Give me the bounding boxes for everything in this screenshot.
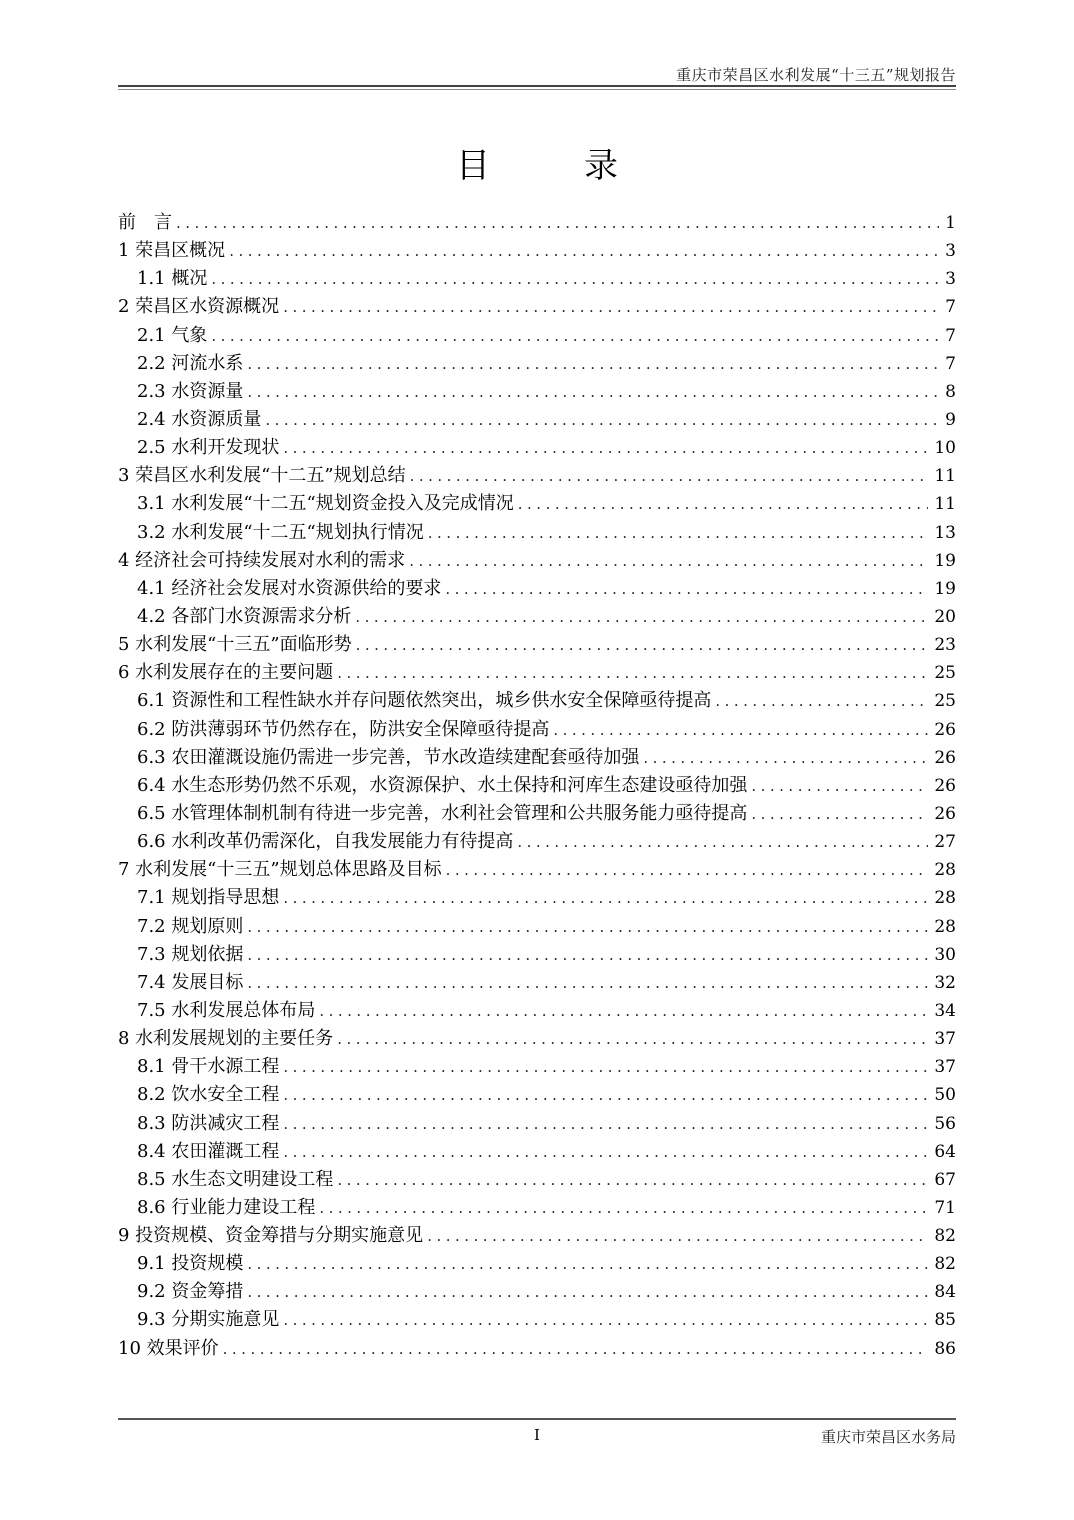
toc-leader-dots [176, 209, 939, 237]
toc-entry[interactable] [118, 856, 956, 884]
toc-entry-label: 8.4 农田灌溉工程 [137, 1140, 280, 1162]
toc-entry-page: 82 [934, 1254, 956, 1275]
toc-leader-dots [428, 519, 929, 547]
toc-entry-page: 19 [934, 578, 956, 599]
toc-entry-page: 56 [934, 1113, 956, 1134]
toc-entry-page: 11 [934, 466, 956, 487]
toc-entry[interactable] [118, 237, 956, 265]
toc-entry-page: 26 [934, 775, 956, 796]
toc-entry-page: 28 [934, 888, 956, 909]
toc-entry[interactable] [118, 1166, 956, 1194]
toc-entry[interactable] [118, 800, 956, 828]
toc-leader-dots [283, 1110, 928, 1138]
toc-leader-dots [223, 1335, 929, 1363]
toc-entry-label: 9.3 分期实施意见 [137, 1309, 280, 1331]
toc-entry-label: 2.2 河流水系 [137, 352, 244, 374]
toc-entry[interactable] [118, 913, 956, 941]
toc-entry[interactable] [118, 406, 956, 434]
footer-rule [118, 1418, 956, 1420]
toc-entry-label: 8.6 行业能力建设工程 [137, 1196, 316, 1218]
toc-entry[interactable] [118, 772, 956, 800]
toc-entry-page: 7 [945, 325, 956, 346]
toc-leader-dots [283, 1053, 928, 1081]
toc-title: 目 录 [456, 146, 648, 186]
toc-entry-label: 8.5 水生态文明建设工程 [137, 1168, 334, 1190]
toc-leader-dots [283, 1138, 928, 1166]
toc-entry-label: 9 投资规模、资金筹措与分期实施意见 [118, 1225, 424, 1247]
toc-entry-page: 85 [934, 1310, 956, 1331]
toc-entry[interactable] [118, 969, 956, 997]
toc-entry-page: 13 [934, 522, 956, 543]
toc-entry-page: 26 [934, 803, 956, 824]
header-title: 重庆市荣昌区水利发展“十三五”规划报告 [676, 66, 956, 84]
toc-entry-page: 20 [934, 606, 956, 627]
toc-leader-dots [211, 322, 939, 350]
toc-entry[interactable] [118, 1335, 956, 1363]
toc-entry[interactable] [118, 884, 956, 912]
toc-leader-dots [283, 1081, 928, 1109]
toc-entry-label: 7.2 规划原则 [137, 915, 244, 937]
toc-entry[interactable] [118, 1278, 956, 1306]
toc-entry-label: 7 水利发展“十三五”规划总体思路及目标 [118, 859, 442, 881]
toc-leader-dots [211, 265, 939, 293]
toc-entry[interactable] [118, 434, 956, 462]
toc-entry-label: 1.1 概况 [137, 268, 208, 290]
toc-entry-label: 8.3 防洪减灾工程 [137, 1112, 280, 1134]
toc-entry-label: 2.5 水利开发现状 [137, 437, 280, 459]
toc-entry-page: 86 [934, 1338, 956, 1359]
toc-entry[interactable] [118, 378, 956, 406]
toc-entry[interactable] [118, 659, 956, 687]
toc-leader-dots [247, 350, 939, 378]
toc-entry-page: 37 [934, 1057, 956, 1078]
toc-entry[interactable] [118, 322, 956, 350]
toc-entry-label: 3.2 水利发展“十二五“规划执行情况 [137, 521, 424, 543]
toc-leader-dots [446, 856, 929, 884]
toc-entry[interactable] [118, 687, 956, 715]
toc-leader-dots [283, 434, 928, 462]
toc-entry-page: 82 [934, 1226, 956, 1247]
toc-entry-page: 23 [934, 635, 956, 656]
toc-entry[interactable] [118, 1194, 956, 1222]
header-rule-secondary [118, 89, 956, 90]
toc-entry-label: 3.1 水利发展“十二五“规划资金投入及完成情况 [137, 493, 514, 515]
toc-leader-dots [410, 462, 929, 490]
toc-entry-label: 8.2 饮水安全工程 [137, 1084, 280, 1106]
toc-entry[interactable] [118, 828, 956, 856]
toc-leader-dots [751, 800, 928, 828]
toc-entry-page: 50 [934, 1085, 956, 1106]
toc-leader-dots [355, 603, 928, 631]
toc-entry-label: 7.4 发展目标 [137, 971, 244, 993]
toc-entry-label: 2.3 水资源量 [137, 380, 244, 402]
footer-organization: 重庆市荣昌区水务局 [820, 1428, 956, 1446]
toc-entry-label: 1 荣昌区概况 [118, 240, 226, 262]
toc-entry[interactable] [118, 1250, 956, 1278]
toc-entry-label: 6.4 水生态形势仍然不乐观，水资源保护、水土保持和河库生态建设亟待加强 [137, 774, 748, 796]
toc-leader-dots [643, 744, 928, 772]
toc-entry-label: 4.2 各部门水资源需求分析 [137, 605, 352, 627]
toc-entry-label: 2.1 气象 [137, 324, 208, 346]
toc-leader-dots [247, 1278, 928, 1306]
toc-entry[interactable] [118, 462, 956, 490]
toc-leader-dots [283, 1306, 928, 1334]
toc-entry-page: 1 [945, 213, 956, 233]
toc-entry[interactable] [118, 631, 956, 659]
toc-entry-page: 26 [934, 747, 956, 768]
toc-entry[interactable] [118, 547, 956, 575]
toc-entry-page: 19 [934, 550, 956, 571]
toc-entry-page: 10 [934, 438, 956, 459]
header-rule [118, 85, 956, 87]
toc-entry[interactable] [118, 1081, 956, 1109]
toc-entry-label: 9.2 资金筹措 [137, 1281, 244, 1303]
toc-leader-dots [337, 1025, 928, 1053]
toc-entry-label: 6.1 资源性和工程性缺水并存问题依然突出，城乡供水安全保障亟待提高 [137, 690, 712, 712]
toc-entry-label: 6.5 水管理体制机制有待进一步完善，水利社会管理和公共服务能力亟待提高 [137, 802, 748, 824]
toc-leader-dots [518, 490, 929, 518]
toc-leader-dots [283, 293, 939, 321]
toc-entry[interactable] [118, 575, 956, 603]
toc-entry-page: 27 [934, 832, 956, 853]
footer-page-number: I [534, 1426, 540, 1444]
toc-entry-label: 7.3 规划依据 [137, 943, 244, 965]
toc-entry-page: 67 [934, 1169, 956, 1190]
toc-leader-dots [283, 884, 928, 912]
toc-entry[interactable] [118, 716, 956, 744]
toc-entry-label: 6.3 农田灌溉设施仍需进一步完善，节水改造续建配套亟待加强 [137, 746, 640, 768]
toc-leader-dots [265, 406, 939, 434]
toc-leader-dots [445, 575, 928, 603]
toc-leader-dots [427, 1222, 928, 1250]
toc-entry-label: 6.2 防洪薄弱环节仍然存在，防洪安全保障亟待提高 [137, 718, 550, 740]
toc-entry-label: 2.4 水资源质量 [137, 408, 262, 430]
toc-entry-page: 64 [934, 1141, 956, 1162]
toc-entry-page: 34 [934, 1000, 956, 1021]
toc-leader-dots [517, 828, 928, 856]
toc-entry-label: 3 荣昌区水利发展“十二五”规划总结 [118, 465, 406, 487]
toc-entry[interactable] [118, 1138, 956, 1166]
toc-entry[interactable] [118, 1306, 956, 1334]
toc-leader-dots [247, 378, 939, 406]
toc-entry-page: 11 [934, 494, 956, 515]
toc-entry-page: 28 [934, 916, 956, 937]
toc-leader-dots [247, 941, 928, 969]
toc-entry-label: 8 水利发展规划的主要任务 [118, 1028, 334, 1050]
toc-entry-page: 25 [934, 663, 956, 684]
toc-entry-page: 8 [945, 381, 956, 402]
toc-entry-page: 7 [945, 353, 956, 374]
toc-leader-dots [247, 913, 928, 941]
toc-leader-dots [247, 969, 928, 997]
toc-entry[interactable] [118, 293, 956, 321]
toc-entry-page: 25 [934, 691, 956, 712]
toc-entry-label: 7.1 规划指导思想 [137, 887, 280, 909]
toc-entry[interactable] [118, 490, 956, 518]
toc-entry-page: 71 [934, 1197, 956, 1218]
toc-leader-dots [751, 772, 928, 800]
toc-entry[interactable] [118, 997, 956, 1025]
toc-entry[interactable] [118, 1053, 956, 1081]
toc-entry[interactable] [118, 744, 956, 772]
table-of-contents [118, 209, 956, 1363]
toc-leader-dots [247, 1250, 928, 1278]
toc-entry[interactable] [118, 350, 956, 378]
toc-entry-page: 32 [934, 972, 956, 993]
toc-entry-label: 4 经济社会可持续发展对水利的需求 [118, 549, 406, 571]
toc-entry-label: 6.6 水利改革仍需深化，自我发展能力有待提高 [137, 831, 514, 853]
toc-entry-page: 30 [934, 944, 956, 965]
toc-entry-page: 3 [945, 269, 956, 290]
toc-entry[interactable] [118, 941, 956, 969]
toc-entry-page: 37 [934, 1029, 956, 1050]
toc-entry-page: 9 [945, 409, 956, 430]
toc-entry[interactable] [118, 265, 956, 293]
toc-entry-page: 7 [945, 297, 956, 318]
toc-entry[interactable] [118, 1222, 956, 1250]
toc-entry-page: 28 [934, 860, 956, 881]
toc-leader-dots [715, 687, 928, 715]
toc-entry-label: 10 效果评价 [118, 1337, 219, 1359]
toc-entry[interactable] [118, 1025, 956, 1053]
toc-entry-label: 前 言 [118, 212, 172, 233]
toc-leader-dots [319, 997, 928, 1025]
toc-leader-dots [409, 547, 928, 575]
toc-leader-dots [319, 1194, 928, 1222]
toc-entry[interactable] [118, 519, 956, 547]
toc-entry-label: 7.5 水利发展总体布局 [137, 999, 316, 1021]
toc-leader-dots [553, 716, 928, 744]
toc-entry-label: 2 荣昌区水资源概况 [118, 296, 280, 318]
toc-leader-dots [229, 237, 939, 265]
toc-leader-dots [356, 631, 929, 659]
toc-entry-page: 84 [934, 1282, 956, 1303]
toc-entry-label: 4.1 经济社会发展对水资源供给的要求 [137, 577, 442, 599]
toc-leader-dots [337, 659, 928, 687]
toc-entry[interactable] [118, 1110, 956, 1138]
toc-entry-page: 3 [945, 241, 956, 262]
toc-entry[interactable] [118, 603, 956, 631]
toc-entry-label: 6 水利发展存在的主要问题 [118, 662, 334, 684]
toc-leader-dots [337, 1166, 928, 1194]
toc-entry[interactable] [118, 209, 956, 237]
toc-entry-page: 26 [934, 719, 956, 740]
toc-entry-label: 8.1 骨干水源工程 [137, 1056, 280, 1078]
toc-entry-label: 5 水利发展“十三五”面临形势 [118, 634, 352, 656]
toc-entry-label: 9.1 投资规模 [137, 1253, 244, 1275]
